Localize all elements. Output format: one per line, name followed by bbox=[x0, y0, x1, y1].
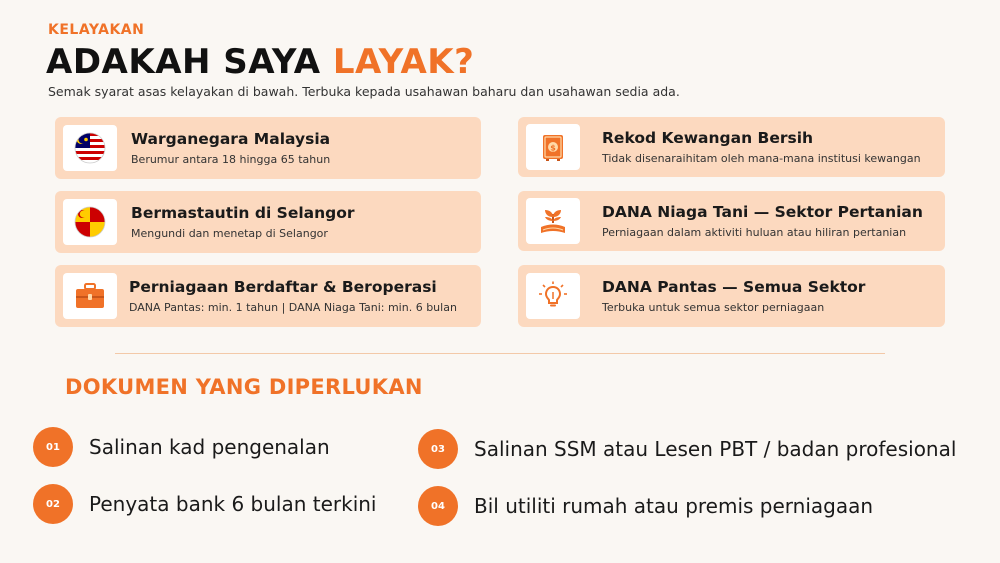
document-item bbox=[418, 486, 873, 526]
briefcase-icon bbox=[63, 273, 117, 319]
document-number: 02 bbox=[33, 484, 73, 524]
documents-title: DOKUMEN YANG DIPERLUKAN bbox=[65, 375, 423, 399]
criteria-desc: Tidak disenaraihitam oleh mana-mana institusi kewangan bbox=[602, 152, 921, 165]
document-item bbox=[418, 429, 956, 469]
document-text: Penyata bank 6 bulan terkini bbox=[89, 492, 377, 516]
criteria-title: DANA Pantas — Semua Sektor bbox=[602, 278, 866, 296]
criteria-card-residency bbox=[55, 191, 481, 253]
plant-icon bbox=[526, 198, 580, 244]
document-text: Salinan kad pengenalan bbox=[89, 435, 330, 459]
document-item bbox=[33, 427, 330, 467]
document-item bbox=[33, 484, 376, 524]
page-title bbox=[46, 42, 474, 82]
criteria-desc: Berumur antara 18 hingga 65 tahun bbox=[131, 153, 331, 166]
criteria-desc: Mengundi dan menetap di Selangor bbox=[131, 227, 328, 240]
criteria-title: Warganegara Malaysia bbox=[131, 130, 331, 148]
criteria-card-business bbox=[55, 265, 481, 327]
lightbulb-icon bbox=[526, 273, 580, 319]
criteria-card-finance bbox=[518, 117, 945, 177]
section-divider bbox=[115, 353, 885, 354]
criteria-desc: DANA Pantas: min. 1 tahun | DANA Niaga Tani: min. 6 bulan bbox=[129, 301, 457, 314]
criteria-card-citizenship bbox=[55, 117, 481, 179]
title-accent: LAYAK? bbox=[332, 42, 475, 82]
money-safe-icon bbox=[526, 124, 580, 170]
document-text: Salinan SSM atau Lesen PBT / badan profesional bbox=[474, 437, 957, 461]
title-main: ADAKAH SAYA bbox=[46, 42, 333, 82]
criteria-card-all-sectors bbox=[518, 265, 945, 327]
document-number: 01 bbox=[33, 427, 73, 467]
criteria-title: Perniagaan Berdaftar & Beroperasi bbox=[129, 278, 437, 296]
page-subtitle: Semak syarat asas kelayakan di bawah. Terbuka kepada usahawan baharu dan usahawan sedia ada. bbox=[48, 84, 680, 99]
eyebrow-label: KELAYAKAN bbox=[48, 22, 145, 38]
document-number: 03 bbox=[418, 429, 458, 469]
document-text: Bil utiliti rumah atau premis perniagaan bbox=[474, 494, 874, 518]
document-number: 04 bbox=[418, 486, 458, 526]
criteria-title: Rekod Kewangan Bersih bbox=[602, 129, 814, 147]
selangor-flag-icon bbox=[63, 199, 117, 245]
criteria-title: Bermastautin di Selangor bbox=[131, 204, 355, 222]
criteria-card-agriculture bbox=[518, 191, 945, 251]
criteria-desc: Perniagaan dalam aktiviti huluan atau hiliran pertanian bbox=[602, 226, 907, 239]
criteria-desc: Terbuka untuk semua sektor perniagaan bbox=[602, 301, 825, 314]
malaysia-flag-icon bbox=[63, 125, 117, 171]
svg-text:$: $ bbox=[550, 143, 556, 153]
criteria-title: DANA Niaga Tani — Sektor Pertanian bbox=[602, 203, 923, 221]
